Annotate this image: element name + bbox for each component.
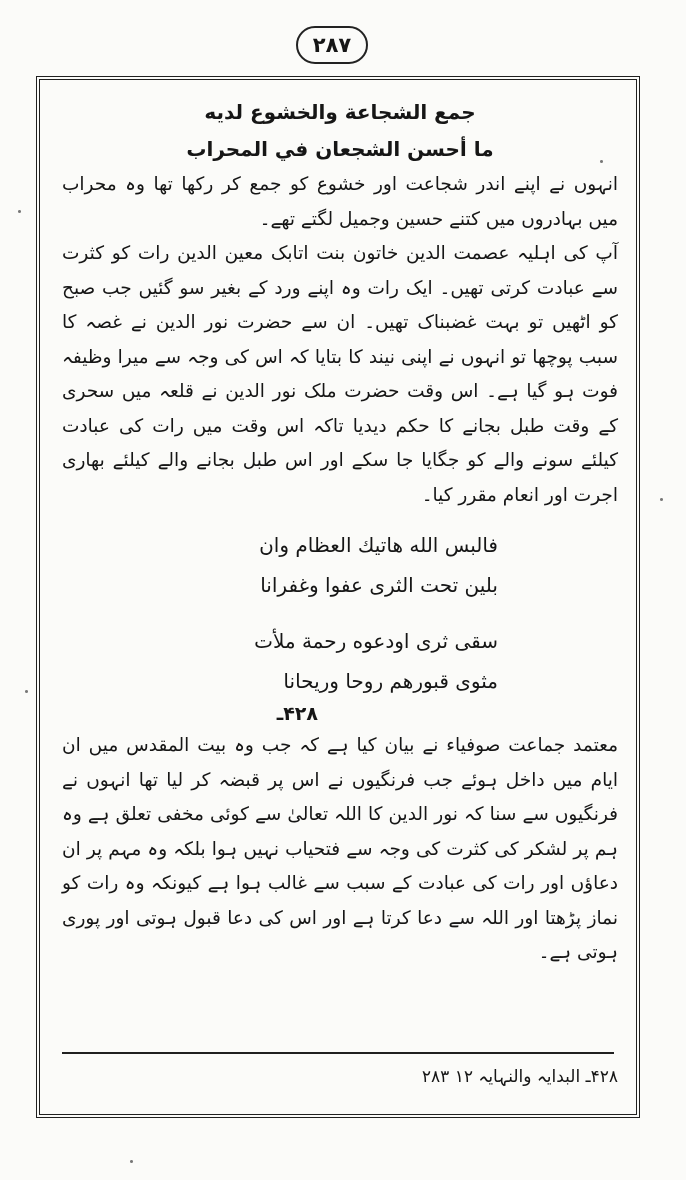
page-number-badge (296, 26, 368, 64)
scan-speck (600, 160, 603, 163)
paragraph-3: معتمد جماعت صوفیاء نے بیان کیا ہے کہ جب وہ بیت المقدس میں ان ایام میں داخل ہوئے جب فرنگیوں نے اس پر قبضہ کر لیا تھا انہوں نے فرنگیوں سے سنا کہ نور الدین کا اللہ تعالیٰ سے کوئی مخفی تعلق ہے وہ ہم پر لشکر کی کثرت کی وجہ سے فتحیاب نہیں ہوا بلکہ وہ مہم پر ان دعاؤں اور رات کی عبادت کے سبب سے غالب ہوا ہے کیونکہ وہ رات کو نماز پڑھتا اور اللہ سے دعا کرتا ہے اور اس کی دعا قبول ہوتی اور پوری ہوتی ہے۔ (62, 735, 618, 963)
page-content (62, 94, 618, 971)
scan-speck (660, 498, 663, 501)
poem-line-3: سقى ثرى اودعوه رحمة ملأت (254, 629, 498, 653)
footnote-divider (62, 1052, 614, 1054)
poem-line-1: فالبس الله هاتيك العظام وان (259, 533, 498, 557)
page-frame (36, 76, 640, 1118)
footnote-text: ۴۲۸ـ البدایہ والنہایہ ۱۲ ۲۸۳ (421, 1067, 618, 1087)
arabic-heading-1: جمع الشجاعة والخشوع لديه (204, 100, 476, 124)
page-number: ۲۸۷ (312, 33, 352, 57)
poem-line-4: مثوى قبورهم روحا وريحانا (283, 669, 498, 693)
closing-text (62, 729, 618, 971)
arabic-poem (62, 525, 618, 701)
arabic-heading-2: ما أحسن الشجعان في المحراب (186, 137, 494, 161)
paragraph-1: انہوں نے اپنے اندر شجاعت اور خشوع کو جمع کر رکھا تھا وہ محراب میں بہادروں میں کتنے حسین وجمیل لگتے تھے۔ (62, 174, 618, 230)
poem-line-2: بلين تحت الثرى عفوا وغفرانا (260, 573, 498, 597)
scan-speck (130, 1160, 133, 1163)
body-text (62, 168, 618, 513)
paragraph-2: آپ کی اہلیہ عصمت الدین خاتون بنت اتابک معین الدین رات کو کثرت سے عبادت کرتی تھیں۔ ایک رات وہ اپنے ورد کے بغیر سو گئیں جب صبح کو اٹھیں تو بہت غضبناک تھیں۔ ان سے حضرت نور الدین نے غصہ کا سبب پوچھا تو انہوں نے اپنی نیند کا بتایا کہ اس کی وجہ سے میرا وظیفہ فوت ہو گیا ہے۔ اس وقت حضرت ملک نور الدین نے قلعہ میں سحری کے وقت طبل بجانے کا حکم دیدیا تاکہ اس وقت میں رات کی عبادت کیلئے سونے والے کو جگایا جا سکے اور اس طبل بجانے والے کیلئے بھاری اجرت اور انعام مقرر کیا۔ (62, 243, 618, 506)
scan-speck (25, 690, 28, 693)
footnote-marker: ۴۲۸ـ (276, 703, 318, 725)
scan-speck (18, 210, 21, 213)
